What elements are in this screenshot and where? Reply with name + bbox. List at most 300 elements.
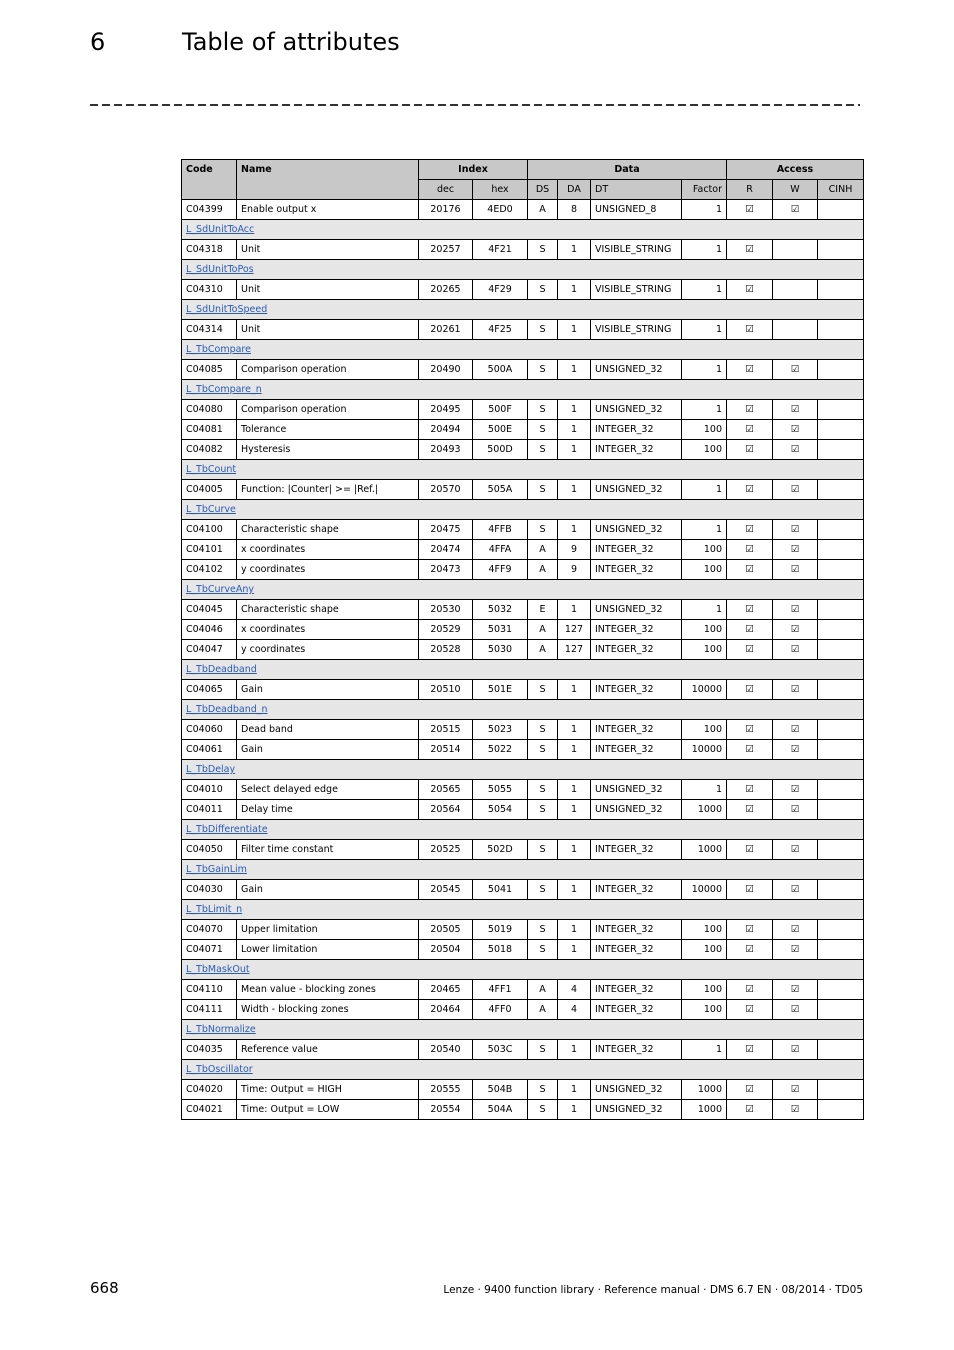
cell-dec: 20176 bbox=[419, 200, 473, 220]
cell-hex: 4FF0 bbox=[473, 1000, 528, 1020]
cell-w: ☑ bbox=[773, 920, 818, 940]
cell-da: 1 bbox=[558, 780, 591, 800]
cell-name: Time: Output = HIGH bbox=[237, 1080, 419, 1100]
cell-hex: 504A bbox=[473, 1100, 528, 1120]
cell-code: C04065 bbox=[182, 680, 237, 700]
cell-dec: 20494 bbox=[419, 420, 473, 440]
cell-dec: 20464 bbox=[419, 1000, 473, 1020]
cell-da: 1 bbox=[558, 1040, 591, 1060]
cell-code: C04061 bbox=[182, 740, 237, 760]
group-row bbox=[182, 900, 864, 920]
cell-dec: 20530 bbox=[419, 600, 473, 620]
cell-dt: UNSIGNED_32 bbox=[591, 360, 682, 380]
cell-r: ☑ bbox=[727, 980, 773, 1000]
cell-dt: INTEGER_32 bbox=[591, 440, 682, 460]
group-link[interactable]: L_TbDeadband bbox=[186, 664, 257, 675]
cell-w: ☑ bbox=[773, 680, 818, 700]
cell-ds: S bbox=[528, 740, 558, 760]
cell-dec: 20495 bbox=[419, 400, 473, 420]
cell-name: x coordinates bbox=[237, 540, 419, 560]
cell-r: ☑ bbox=[727, 1000, 773, 1020]
cell-dec: 20475 bbox=[419, 520, 473, 540]
cell-r: ☑ bbox=[727, 420, 773, 440]
table-row bbox=[182, 420, 864, 440]
cell-dt: INTEGER_32 bbox=[591, 640, 682, 660]
table-row bbox=[182, 640, 864, 660]
cell-hex: 5054 bbox=[473, 800, 528, 820]
cell-hex: 502D bbox=[473, 840, 528, 860]
cell-dec: 20261 bbox=[419, 320, 473, 340]
cell-dec: 20528 bbox=[419, 640, 473, 660]
cell-dec: 20490 bbox=[419, 360, 473, 380]
cell-dec: 20257 bbox=[419, 240, 473, 260]
cell-r: ☑ bbox=[727, 620, 773, 640]
cell-hex: 503C bbox=[473, 1040, 528, 1060]
cell-name: Upper limitation bbox=[237, 920, 419, 940]
cell-code: C04035 bbox=[182, 1040, 237, 1060]
cell-dt: INTEGER_32 bbox=[591, 920, 682, 940]
cell-r: ☑ bbox=[727, 840, 773, 860]
cell-w: ☑ bbox=[773, 780, 818, 800]
cell-hex: 5019 bbox=[473, 920, 528, 940]
cell-w: ☑ bbox=[773, 620, 818, 640]
cell-code: C04081 bbox=[182, 420, 237, 440]
cell-hex: 505A bbox=[473, 480, 528, 500]
cell-factor: 100 bbox=[682, 640, 727, 660]
cell-code: C04318 bbox=[182, 240, 237, 260]
cell-cinh bbox=[818, 420, 864, 440]
cell-code: C04011 bbox=[182, 800, 237, 820]
header-dec: dec bbox=[419, 180, 473, 200]
cell-da: 1 bbox=[558, 480, 591, 500]
group-row bbox=[182, 260, 864, 280]
cell-dt: INTEGER_32 bbox=[591, 1040, 682, 1060]
cell-name: Characteristic shape bbox=[237, 600, 419, 620]
cell-code: C04050 bbox=[182, 840, 237, 860]
cell-cinh bbox=[818, 720, 864, 740]
cell-code: C04010 bbox=[182, 780, 237, 800]
table-row bbox=[182, 360, 864, 380]
group-cell bbox=[182, 1020, 864, 1040]
cell-cinh bbox=[818, 1040, 864, 1060]
header-da: DA bbox=[558, 180, 591, 200]
group-row bbox=[182, 340, 864, 360]
cell-cinh bbox=[818, 740, 864, 760]
cell-da: 1 bbox=[558, 800, 591, 820]
cell-w bbox=[773, 240, 818, 260]
cell-cinh bbox=[818, 880, 864, 900]
cell-dec: 20493 bbox=[419, 440, 473, 460]
cell-ds: E bbox=[528, 600, 558, 620]
group-link[interactable]: L_TbDeadband_n bbox=[186, 704, 268, 715]
cell-name: Hysteresis bbox=[237, 440, 419, 460]
cell-ds: S bbox=[528, 1080, 558, 1100]
cell-dec: 20504 bbox=[419, 940, 473, 960]
cell-w bbox=[773, 320, 818, 340]
cell-dec: 20465 bbox=[419, 980, 473, 1000]
group-row bbox=[182, 300, 864, 320]
group-row bbox=[182, 220, 864, 240]
cell-dec: 20515 bbox=[419, 720, 473, 740]
cell-da: 1 bbox=[558, 360, 591, 380]
group-link[interactable]: L_TbDifferentiate bbox=[186, 824, 268, 835]
cell-name: Gain bbox=[237, 680, 419, 700]
cell-w: ☑ bbox=[773, 1040, 818, 1060]
group-link[interactable]: L_TbLimit_n bbox=[186, 904, 243, 915]
table-row bbox=[182, 1080, 864, 1100]
header-index: Index bbox=[419, 160, 528, 180]
cell-hex: 5031 bbox=[473, 620, 528, 640]
cell-da: 1 bbox=[558, 400, 591, 420]
table-row bbox=[182, 1000, 864, 1020]
cell-w: ☑ bbox=[773, 880, 818, 900]
cell-r: ☑ bbox=[727, 540, 773, 560]
cell-factor: 1000 bbox=[682, 1100, 727, 1120]
table-row bbox=[182, 480, 864, 500]
cell-dt: UNSIGNED_32 bbox=[591, 800, 682, 820]
cell-factor: 1000 bbox=[682, 840, 727, 860]
group-row bbox=[182, 760, 864, 780]
cell-hex: 500E bbox=[473, 420, 528, 440]
cell-factor: 1 bbox=[682, 400, 727, 420]
cell-ds: S bbox=[528, 240, 558, 260]
cell-da: 1 bbox=[558, 840, 591, 860]
table-row bbox=[182, 840, 864, 860]
cell-cinh bbox=[818, 1000, 864, 1020]
table-row bbox=[182, 280, 864, 300]
cell-ds: S bbox=[528, 840, 558, 860]
header-cinh: CINH bbox=[818, 180, 864, 200]
cell-hex: 4ED0 bbox=[473, 200, 528, 220]
cell-da: 1 bbox=[558, 280, 591, 300]
group-row bbox=[182, 960, 864, 980]
header-hex: hex bbox=[473, 180, 528, 200]
cell-cinh bbox=[818, 320, 864, 340]
cell-ds: A bbox=[528, 980, 558, 1000]
cell-ds: S bbox=[528, 720, 558, 740]
cell-cinh bbox=[818, 280, 864, 300]
group-link[interactable]: L_TbCount bbox=[186, 464, 237, 475]
group-row bbox=[182, 1020, 864, 1040]
group-cell bbox=[182, 460, 864, 480]
cell-w: ☑ bbox=[773, 540, 818, 560]
cell-name: x coordinates bbox=[237, 620, 419, 640]
cell-w: ☑ bbox=[773, 740, 818, 760]
cell-r: ☑ bbox=[727, 940, 773, 960]
cell-dt: INTEGER_32 bbox=[591, 420, 682, 440]
table-row bbox=[182, 720, 864, 740]
group-cell bbox=[182, 1060, 864, 1080]
cell-r: ☑ bbox=[727, 320, 773, 340]
cell-w: ☑ bbox=[773, 640, 818, 660]
table-row bbox=[182, 740, 864, 760]
cell-cinh bbox=[818, 600, 864, 620]
cell-dt: INTEGER_32 bbox=[591, 880, 682, 900]
cell-dt: UNSIGNED_8 bbox=[591, 200, 682, 220]
cell-da: 1 bbox=[558, 600, 591, 620]
cell-da: 1 bbox=[558, 1080, 591, 1100]
cell-factor: 1 bbox=[682, 200, 727, 220]
cell-dec: 20473 bbox=[419, 560, 473, 580]
cell-cinh bbox=[818, 520, 864, 540]
cell-r: ☑ bbox=[727, 720, 773, 740]
cell-w: ☑ bbox=[773, 520, 818, 540]
cell-ds: S bbox=[528, 440, 558, 460]
cell-hex: 4FFB bbox=[473, 520, 528, 540]
table-row bbox=[182, 940, 864, 960]
cell-dec: 20545 bbox=[419, 880, 473, 900]
group-link[interactable]: L_TbCurveAny bbox=[186, 584, 255, 595]
cell-cinh bbox=[818, 920, 864, 940]
cell-hex: 4F25 bbox=[473, 320, 528, 340]
group-cell bbox=[182, 700, 864, 720]
cell-cinh bbox=[818, 200, 864, 220]
cell-dt: UNSIGNED_32 bbox=[591, 480, 682, 500]
group-link[interactable]: L_TbGainLim bbox=[186, 864, 247, 875]
cell-da: 1 bbox=[558, 920, 591, 940]
cell-dec: 20564 bbox=[419, 800, 473, 820]
cell-code: C04005 bbox=[182, 480, 237, 500]
table-row bbox=[182, 560, 864, 580]
cell-code: C04071 bbox=[182, 940, 237, 960]
group-cell bbox=[182, 260, 864, 280]
page-number: 668 bbox=[90, 1279, 119, 1297]
group-link[interactable]: L_TbCompare bbox=[186, 344, 251, 355]
cell-dt: UNSIGNED_32 bbox=[591, 1100, 682, 1120]
group-link[interactable]: L_TbMaskOut bbox=[186, 964, 250, 975]
cell-hex: 4F21 bbox=[473, 240, 528, 260]
cell-cinh bbox=[818, 560, 864, 580]
cell-factor: 10000 bbox=[682, 680, 727, 700]
cell-dt: UNSIGNED_32 bbox=[591, 1080, 682, 1100]
cell-r: ☑ bbox=[727, 520, 773, 540]
header-divider bbox=[90, 104, 860, 106]
cell-factor: 1000 bbox=[682, 1080, 727, 1100]
group-link[interactable]: L_TbOscillator bbox=[186, 1064, 253, 1075]
cell-ds: S bbox=[528, 680, 558, 700]
cell-factor: 1 bbox=[682, 240, 727, 260]
cell-name: Gain bbox=[237, 880, 419, 900]
table-row bbox=[182, 400, 864, 420]
header-w: W bbox=[773, 180, 818, 200]
cell-r: ☑ bbox=[727, 440, 773, 460]
chapter-number: 6 bbox=[90, 28, 106, 56]
group-link[interactable]: L_SdUnitToSpeed bbox=[186, 304, 268, 315]
cell-code: C04310 bbox=[182, 280, 237, 300]
table-row bbox=[182, 880, 864, 900]
cell-da: 1 bbox=[558, 940, 591, 960]
cell-da: 4 bbox=[558, 980, 591, 1000]
table-row bbox=[182, 620, 864, 640]
group-link[interactable]: L_SdUnitToAcc bbox=[186, 224, 255, 235]
cell-r: ☑ bbox=[727, 740, 773, 760]
cell-w: ☑ bbox=[773, 360, 818, 380]
table-row bbox=[182, 540, 864, 560]
cell-r: ☑ bbox=[727, 640, 773, 660]
cell-name: Width - blocking zones bbox=[237, 1000, 419, 1020]
cell-dec: 20505 bbox=[419, 920, 473, 940]
cell-ds: S bbox=[528, 420, 558, 440]
cell-hex: 5032 bbox=[473, 600, 528, 620]
table-row bbox=[182, 680, 864, 700]
cell-name: Filter time constant bbox=[237, 840, 419, 860]
cell-code: C04085 bbox=[182, 360, 237, 380]
cell-code: C04082 bbox=[182, 440, 237, 460]
cell-name: Comparison operation bbox=[237, 400, 419, 420]
group-cell bbox=[182, 340, 864, 360]
group-link[interactable]: L_TbNormalize bbox=[186, 1024, 256, 1035]
cell-w: ☑ bbox=[773, 440, 818, 460]
group-cell bbox=[182, 760, 864, 780]
group-cell bbox=[182, 900, 864, 920]
cell-da: 9 bbox=[558, 560, 591, 580]
group-cell bbox=[182, 960, 864, 980]
cell-w: ☑ bbox=[773, 1100, 818, 1120]
cell-factor: 1 bbox=[682, 520, 727, 540]
group-row bbox=[182, 580, 864, 600]
cell-da: 4 bbox=[558, 1000, 591, 1020]
cell-factor: 100 bbox=[682, 940, 727, 960]
cell-factor: 10000 bbox=[682, 740, 727, 760]
cell-dt: INTEGER_32 bbox=[591, 740, 682, 760]
cell-dec: 20565 bbox=[419, 780, 473, 800]
cell-da: 127 bbox=[558, 620, 591, 640]
cell-w bbox=[773, 280, 818, 300]
group-link[interactable]: L_TbCurve bbox=[186, 504, 236, 515]
group-row bbox=[182, 1060, 864, 1080]
cell-w: ☑ bbox=[773, 1000, 818, 1020]
cell-cinh bbox=[818, 780, 864, 800]
cell-name: Unit bbox=[237, 280, 419, 300]
cell-code: C04030 bbox=[182, 880, 237, 900]
cell-hex: 500D bbox=[473, 440, 528, 460]
table-row bbox=[182, 600, 864, 620]
group-cell bbox=[182, 660, 864, 680]
cell-hex: 500F bbox=[473, 400, 528, 420]
cell-name: Mean value - blocking zones bbox=[237, 980, 419, 1000]
cell-factor: 100 bbox=[682, 620, 727, 640]
cell-cinh bbox=[818, 480, 864, 500]
cell-cinh bbox=[818, 1100, 864, 1120]
cell-hex: 5041 bbox=[473, 880, 528, 900]
group-link[interactable]: L_TbCompare_n bbox=[186, 384, 262, 395]
cell-dec: 20525 bbox=[419, 840, 473, 860]
cell-dec: 20555 bbox=[419, 1080, 473, 1100]
group-link[interactable]: L_TbDelay bbox=[186, 764, 236, 775]
cell-dec: 20529 bbox=[419, 620, 473, 640]
cell-dec: 20265 bbox=[419, 280, 473, 300]
cell-factor: 1 bbox=[682, 360, 727, 380]
table-row bbox=[182, 920, 864, 940]
cell-dt: INTEGER_32 bbox=[591, 540, 682, 560]
cell-hex: 4FFA bbox=[473, 540, 528, 560]
cell-ds: S bbox=[528, 320, 558, 340]
header-name: Name bbox=[237, 160, 419, 200]
cell-dec: 20474 bbox=[419, 540, 473, 560]
cell-name: Characteristic shape bbox=[237, 520, 419, 540]
cell-r: ☑ bbox=[727, 800, 773, 820]
cell-code: C04101 bbox=[182, 540, 237, 560]
cell-r: ☑ bbox=[727, 780, 773, 800]
cell-dt: UNSIGNED_32 bbox=[591, 780, 682, 800]
cell-name: Unit bbox=[237, 240, 419, 260]
cell-w: ☑ bbox=[773, 720, 818, 740]
cell-dec: 20514 bbox=[419, 740, 473, 760]
cell-dt: UNSIGNED_32 bbox=[591, 520, 682, 540]
cell-ds: S bbox=[528, 880, 558, 900]
cell-factor: 10000 bbox=[682, 880, 727, 900]
group-link[interactable]: L_SdUnitToPos bbox=[186, 264, 254, 275]
cell-cinh bbox=[818, 240, 864, 260]
cell-r: ☑ bbox=[727, 360, 773, 380]
cell-da: 1 bbox=[558, 880, 591, 900]
cell-ds: A bbox=[528, 1000, 558, 1020]
cell-code: C04070 bbox=[182, 920, 237, 940]
cell-ds: S bbox=[528, 400, 558, 420]
cell-cinh bbox=[818, 840, 864, 860]
cell-r: ☑ bbox=[727, 240, 773, 260]
group-cell bbox=[182, 220, 864, 240]
cell-dt: UNSIGNED_32 bbox=[591, 400, 682, 420]
cell-cinh bbox=[818, 440, 864, 460]
cell-dt: INTEGER_32 bbox=[591, 620, 682, 640]
cell-dt: VISIBLE_STRING bbox=[591, 320, 682, 340]
table-row bbox=[182, 200, 864, 220]
cell-r: ☑ bbox=[727, 1100, 773, 1120]
cell-hex: 5023 bbox=[473, 720, 528, 740]
cell-w: ☑ bbox=[773, 200, 818, 220]
cell-factor: 100 bbox=[682, 440, 727, 460]
cell-da: 1 bbox=[558, 740, 591, 760]
cell-hex: 4FF9 bbox=[473, 560, 528, 580]
cell-code: C04046 bbox=[182, 620, 237, 640]
cell-r: ☑ bbox=[727, 920, 773, 940]
cell-name: Function: |Counter| >= |Ref.| bbox=[237, 480, 419, 500]
cell-factor: 1 bbox=[682, 1040, 727, 1060]
table-row bbox=[182, 440, 864, 460]
table-row bbox=[182, 1040, 864, 1060]
cell-factor: 1000 bbox=[682, 800, 727, 820]
cell-dec: 20554 bbox=[419, 1100, 473, 1120]
cell-cinh bbox=[818, 680, 864, 700]
cell-name: y coordinates bbox=[237, 560, 419, 580]
cell-r: ☑ bbox=[727, 560, 773, 580]
cell-ds: S bbox=[528, 1040, 558, 1060]
cell-da: 1 bbox=[558, 720, 591, 740]
cell-ds: A bbox=[528, 540, 558, 560]
cell-dt: VISIBLE_STRING bbox=[591, 240, 682, 260]
cell-ds: S bbox=[528, 1100, 558, 1120]
cell-cinh bbox=[818, 1080, 864, 1100]
cell-w: ☑ bbox=[773, 400, 818, 420]
cell-da: 1 bbox=[558, 1100, 591, 1120]
cell-factor: 100 bbox=[682, 560, 727, 580]
cell-dt: INTEGER_32 bbox=[591, 560, 682, 580]
cell-da: 1 bbox=[558, 320, 591, 340]
cell-name: Delay time bbox=[237, 800, 419, 820]
cell-dt: INTEGER_32 bbox=[591, 840, 682, 860]
header-code: Code bbox=[182, 160, 237, 200]
cell-ds: A bbox=[528, 560, 558, 580]
table-row bbox=[182, 520, 864, 540]
cell-r: ☑ bbox=[727, 880, 773, 900]
cell-hex: 5018 bbox=[473, 940, 528, 960]
header-dt: DT bbox=[591, 180, 682, 200]
cell-w: ☑ bbox=[773, 980, 818, 1000]
header-data: Data bbox=[528, 160, 727, 180]
group-cell bbox=[182, 580, 864, 600]
cell-name: Enable output x bbox=[237, 200, 419, 220]
